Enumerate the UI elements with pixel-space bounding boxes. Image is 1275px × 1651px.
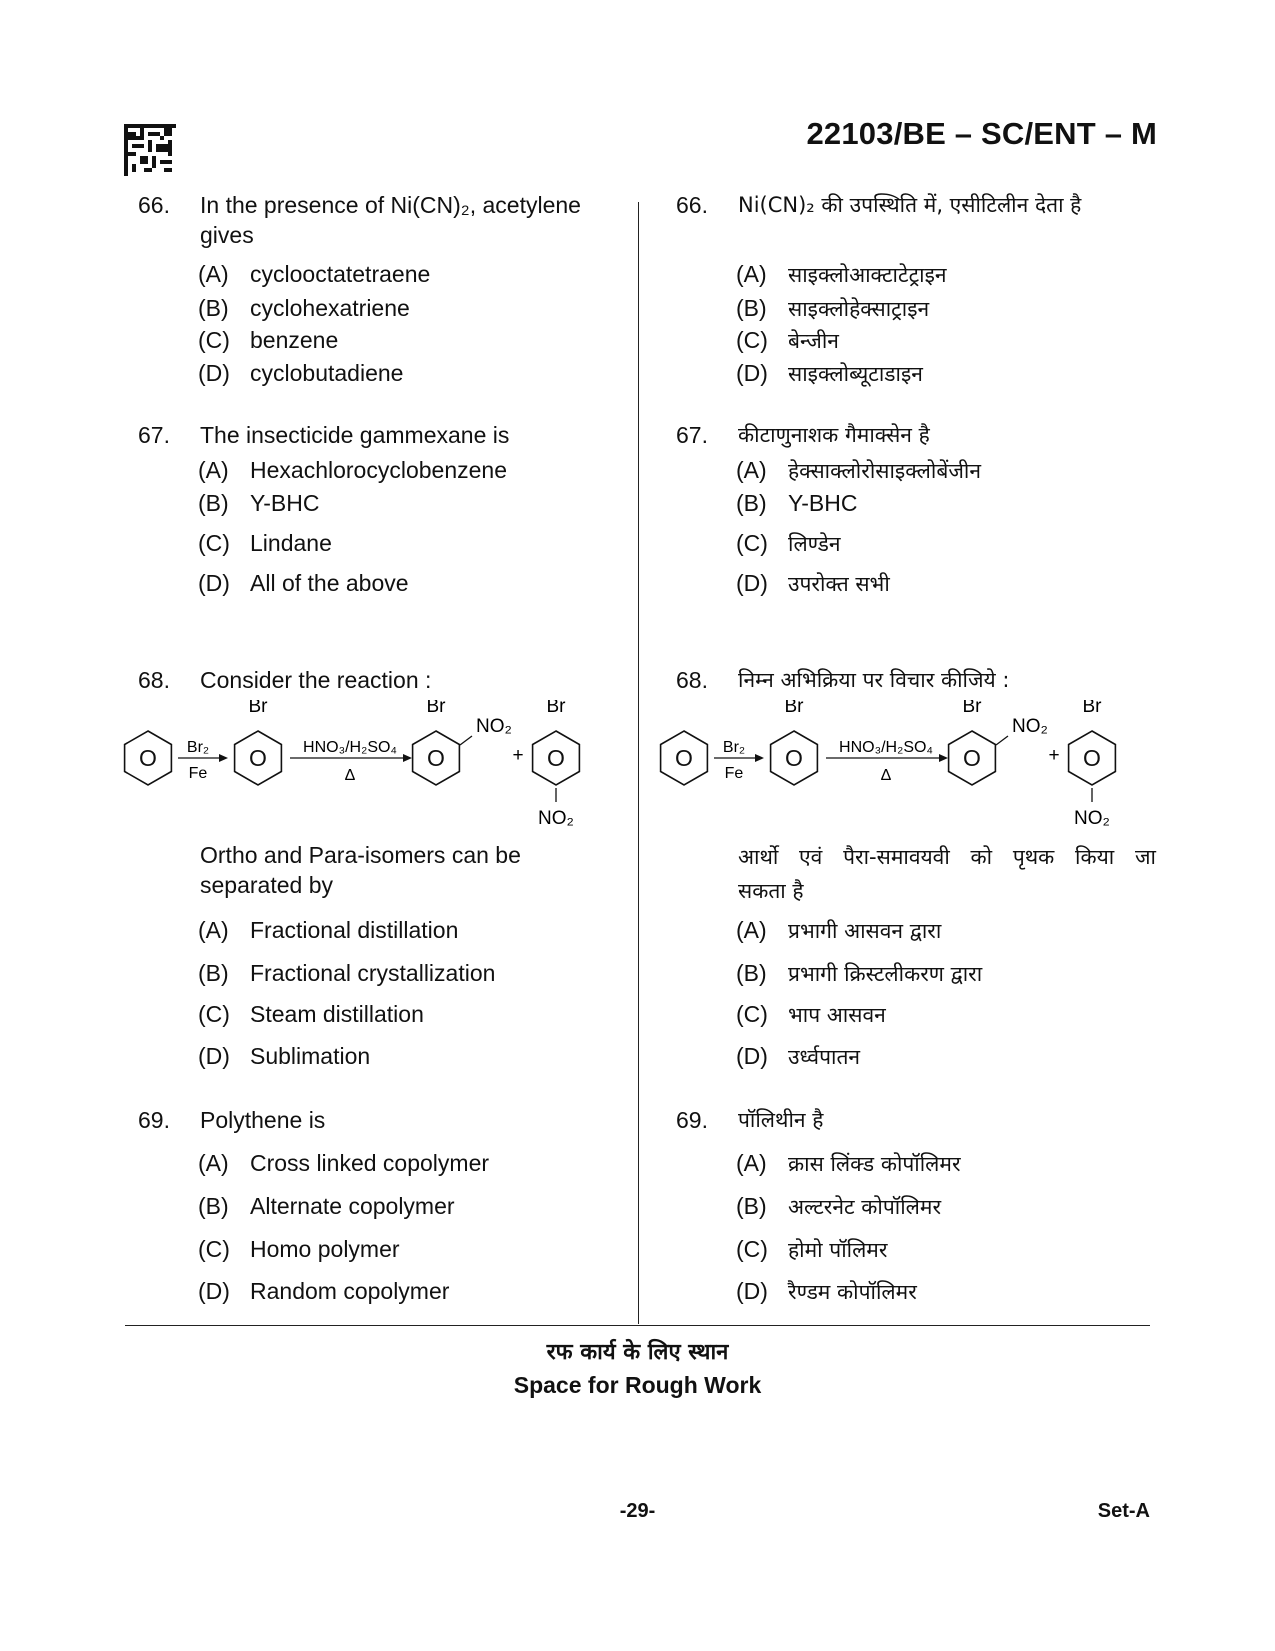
question-number: 67. <box>138 422 170 448</box>
option-d: (D) रैण्डम कोपॉलिमर <box>736 1278 917 1304</box>
bromine-label: Br <box>784 700 804 717</box>
question-text: निम्न अभिक्रिया पर विचार कीजिये : <box>738 668 1010 692</box>
option-d: (D) उर्ध्वपातन <box>736 1043 861 1069</box>
reagent-heat: Δ <box>880 767 892 784</box>
ortho-nitro-bond <box>460 736 472 745</box>
option-a: (A) Fractional distillation <box>198 917 459 943</box>
question-number: 68. <box>138 667 170 693</box>
question-text: Polythene is <box>200 1107 326 1133</box>
reaction-scheme-en <box>120 700 620 835</box>
option-b: (B) Y-BHC <box>736 490 858 516</box>
benzene-ring-circle-symbol: O <box>675 745 693 771</box>
paper-code: 22103/BE – SC/ENT – M <box>806 116 1157 151</box>
question-68-en-subtext: Ortho and Para-isomers can be separated by <box>200 842 521 898</box>
option-c: (C) भाप आसवन <box>736 1001 886 1027</box>
option-c: (C) होमो पॉलिमर <box>736 1236 888 1262</box>
option-c: (C) लिण्डेन <box>736 530 841 556</box>
reagent-heat: Δ <box>344 767 356 784</box>
option-b: (B) cyclohexatriene <box>198 295 410 321</box>
option-d: (D) All of the above <box>198 570 409 596</box>
option-a: (A) साइक्लोआक्टाटेट्राइन <box>736 261 947 287</box>
question-number: 67. <box>676 422 708 448</box>
ortho-bromine-label: Br <box>962 700 982 717</box>
ortho-bromine-label: Br <box>426 700 446 717</box>
ortho-nitro-bond <box>996 736 1008 745</box>
option-c: (C) बेन्जीन <box>736 327 839 353</box>
reagent-br2: Br₂ <box>722 739 746 756</box>
option-a: (A) Hexachlorocyclobenzene <box>198 457 507 483</box>
arrow-nitration-head <box>939 754 948 762</box>
column-divider <box>638 202 639 1324</box>
footer-rule <box>125 1325 1150 1326</box>
option-a: (A) cyclooctatetraene <box>198 261 431 287</box>
option-b: (B) Y-BHC <box>198 490 320 516</box>
option-d: (D) उपरोक्त सभी <box>736 570 890 596</box>
reagent-fe: Fe <box>724 765 744 782</box>
option-b: (B) Fractional crystallization <box>198 960 496 986</box>
question-number: 69. <box>138 1107 170 1133</box>
bromobenzene-ring-circle-symbol: O <box>249 745 267 771</box>
reagent-nitrating-mixture: HNO₃/H₂SO₄ <box>303 739 397 756</box>
arrow-nitration-head <box>403 754 412 762</box>
para-product-ring-circle-symbol: O <box>1083 745 1101 771</box>
rough-work-heading: Space for Rough Work <box>513 1372 762 1398</box>
option-b: (B) Alternate copolymer <box>198 1193 455 1219</box>
option-b: (B) प्रभागी क्रिस्टलीकरण द्वारा <box>736 960 983 986</box>
option-a: (A) क्रास लिंक्ड कोपॉलिमर <box>736 1150 961 1176</box>
benzene-ring-circle-symbol: O <box>139 745 157 771</box>
reagent-nitrating-mixture: HNO₃/H₂SO₄ <box>839 739 933 756</box>
option-c: (C) Steam distillation <box>198 1001 424 1027</box>
plus-sign: + <box>1048 745 1060 766</box>
option-c: (C) Homo polymer <box>198 1236 400 1262</box>
set-label: Set-A <box>1097 1500 1150 1522</box>
question-number: 66. <box>138 192 170 218</box>
rough-work-heading-hindi: रफ कार्य के लिए स्थान <box>546 1340 729 1365</box>
para-product-ring-circle-symbol: O <box>547 745 565 771</box>
question-text: The insecticide gammexane is <box>200 422 510 448</box>
option-c: (C) Lindane <box>198 530 332 556</box>
question-68-hi-subtext-line2: सकता है <box>738 879 804 903</box>
option-b: (B) साइक्लोहेक्साट्राइन <box>736 295 930 321</box>
para-bromine-label: Br <box>1082 700 1102 717</box>
qr-code <box>124 124 176 176</box>
question-number: 69. <box>676 1107 708 1133</box>
question-number: 68. <box>676 667 708 693</box>
arrow-bromination-head <box>755 754 764 762</box>
para-nitro-label: NO₂ <box>1074 808 1110 829</box>
question-text: कीटाणुनाशक गैमाक्सेन है <box>738 423 930 447</box>
question-text: Ni(CN)₂ की उपस्थिति में, एसीटिलीन देता है <box>738 193 1082 217</box>
question-text: In the presence of Ni(CN)₂, acetylene gives <box>200 192 581 248</box>
question-68-hi-subtext-line1: आर्थो एवं पैरा-समावयवी को पृथक किया जा <box>738 845 1156 869</box>
para-nitro-label: NO₂ <box>538 808 574 829</box>
bromobenzene-ring-circle-symbol: O <box>785 745 803 771</box>
option-c: (C) benzene <box>198 327 339 353</box>
option-a: (A) Cross linked copolymer <box>198 1150 490 1176</box>
option-b: (B) अल्टरनेट कोपॉलिमर <box>736 1193 942 1219</box>
reagent-br2: Br₂ <box>186 739 210 756</box>
option-d: (D) Sublimation <box>198 1043 371 1069</box>
question-text: Consider the reaction : <box>200 667 432 693</box>
question-number: 66. <box>676 192 708 218</box>
para-bromine-label: Br <box>546 700 566 717</box>
reagent-fe: Fe <box>188 765 208 782</box>
option-a: (A) हेक्साक्लोरोसाइक्लोबेंजीन <box>736 457 981 483</box>
ortho-product-ring-circle-symbol: O <box>427 745 445 771</box>
plus-sign: + <box>512 745 524 766</box>
option-a: (A) प्रभागी आसवन द्वारा <box>736 917 942 943</box>
reaction-scheme-hi <box>656 700 1156 835</box>
bromine-label: Br <box>248 700 268 717</box>
ortho-nitro-label: NO₂ <box>476 716 512 737</box>
ortho-nitro-label: NO₂ <box>1012 716 1048 737</box>
ortho-product-ring-circle-symbol: O <box>963 745 981 771</box>
option-d: (D) Random copolymer <box>198 1278 450 1304</box>
page-number: -29- <box>619 1500 656 1522</box>
arrow-bromination-head <box>219 754 228 762</box>
option-d: (D) साइक्लोब्यूटाडाइन <box>736 360 923 386</box>
option-d: (D) cyclobutadiene <box>198 360 404 386</box>
question-text: पॉलिथीन है <box>738 1108 824 1132</box>
